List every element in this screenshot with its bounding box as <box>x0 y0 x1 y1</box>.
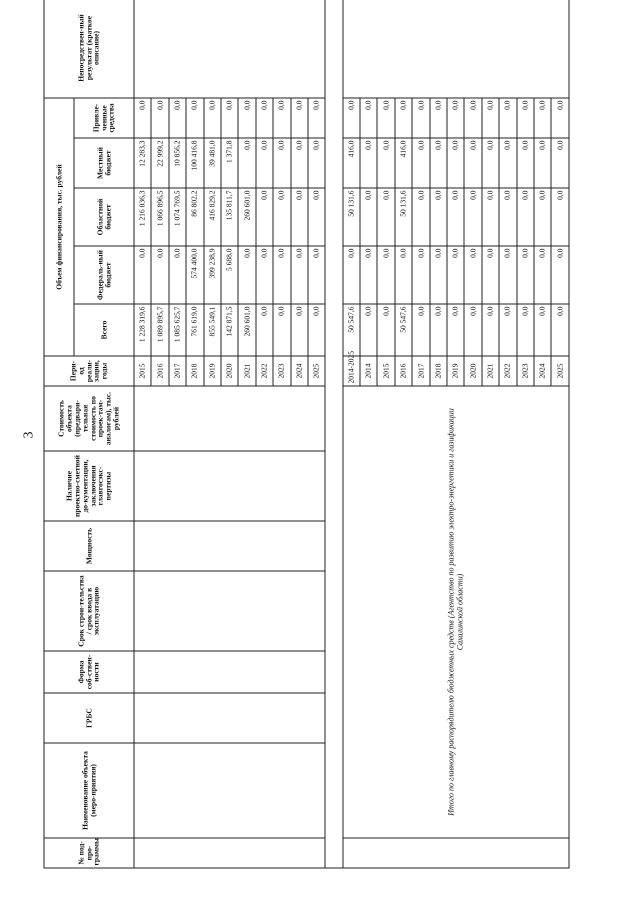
attracted-cell: 0,0 <box>517 98 534 138</box>
total-cell: 142 871,5 <box>221 304 238 356</box>
total-cell: 855 549,1 <box>204 304 221 356</box>
federal-cell: 0,0 <box>291 246 308 304</box>
total-cell: 1 085 625,7 <box>169 304 186 356</box>
attracted-cell: 0,0 <box>499 98 516 138</box>
regional-cell: 50 131,6 <box>343 188 360 246</box>
federal-cell: 0,0 <box>169 246 186 304</box>
header-name: Наименование объекта (меро-приятия) <box>44 743 134 838</box>
federal-cell: 0,0 <box>134 246 151 304</box>
attracted-cell: 0,0 <box>221 98 238 138</box>
regional-cell: 1 216 036,3 <box>134 188 151 246</box>
federal-cell: 0,0 <box>395 246 412 304</box>
header-period: Пери-од реали-зации, годы <box>44 356 134 386</box>
total-cell: 260 601,0 <box>238 304 255 356</box>
federal-cell: 5 688,0 <box>221 246 238 304</box>
attracted-cell: 0,0 <box>238 98 255 138</box>
year-cell: 2021 <box>482 356 499 386</box>
year-cell: 2014 <box>360 356 377 386</box>
local-cell: 0,0 <box>412 138 429 188</box>
year-cell: 2020 <box>464 356 481 386</box>
regional-cell: 135 811,7 <box>221 188 238 246</box>
attracted-cell: 0,0 <box>273 98 290 138</box>
local-cell: 0,0 <box>517 138 534 188</box>
total-cell: 0,0 <box>464 304 481 356</box>
term-cell <box>134 571 325 651</box>
attracted-cell: 0,0 <box>151 98 168 138</box>
header-result: Непосредствен-ный результат (краткое описание) <box>44 0 134 98</box>
federal-cell: 0,0 <box>464 246 481 304</box>
local-cell: 0,0 <box>308 138 325 188</box>
total-cell: 0,0 <box>256 304 273 356</box>
local-cell: 0,0 <box>499 138 516 188</box>
local-cell: 100 416,8 <box>186 138 203 188</box>
year-cell: 2016 <box>395 356 412 386</box>
federal-cell: 399 238,9 <box>204 246 221 304</box>
federal-cell: 0,0 <box>256 246 273 304</box>
local-cell: 0,0 <box>360 138 377 188</box>
local-cell: 416,0 <box>395 138 412 188</box>
total-cell: 0,0 <box>430 304 447 356</box>
total-cell: 50 547,6 <box>343 304 360 356</box>
regional-cell: 260 601,0 <box>238 188 255 246</box>
header-total: Всего <box>74 304 134 356</box>
header-capacity: Мощность <box>44 521 134 571</box>
federal-cell: 0,0 <box>447 246 464 304</box>
regional-cell: 0,0 <box>360 188 377 246</box>
regional-cell: 416 829,2 <box>204 188 221 246</box>
grbs-cell <box>134 693 325 743</box>
federal-cell: 0,0 <box>151 246 168 304</box>
section-total-label: Итого по главному распорядителю бюджетных средств (Агентство по развитию электро-энергетики и газификации Сахалинской области) <box>446 408 465 816</box>
year-cell: 2018 <box>430 356 447 386</box>
regional-cell: 0,0 <box>482 188 499 246</box>
attracted-cell: 0,0 <box>360 98 377 138</box>
attracted-cell: 0,0 <box>551 98 568 138</box>
header-grbs: ГРБС <box>44 693 134 743</box>
year-cell: 2016 <box>151 356 168 386</box>
attracted-cell: 0,0 <box>395 98 412 138</box>
total-cell: 0,0 <box>360 304 377 356</box>
total-cell: 0,0 <box>412 304 429 356</box>
federal-cell: 0,0 <box>377 246 394 304</box>
header-num: № под-про-граммы <box>44 838 134 868</box>
header-attracted: Привле-ченные средства <box>74 98 134 138</box>
regional-cell: 0,0 <box>517 188 534 246</box>
attracted-cell: 0,0 <box>169 98 186 138</box>
total-cell: 0,0 <box>447 304 464 356</box>
regional-cell: 0,0 <box>499 188 516 246</box>
result-cell <box>343 0 569 98</box>
total-cell: 0,0 <box>273 304 290 356</box>
attracted-cell: 0,0 <box>308 98 325 138</box>
docs-cell <box>134 451 325 521</box>
attracted-cell: 0,0 <box>256 98 273 138</box>
federal-cell: 0,0 <box>551 246 568 304</box>
local-cell: 0,0 <box>447 138 464 188</box>
header-federal: Федераль-ный бюджет <box>74 246 134 304</box>
total-cell: 1 228 319,6 <box>134 304 151 356</box>
total-cell: 0,0 <box>534 304 551 356</box>
attracted-cell: 0,0 <box>204 98 221 138</box>
attracted-cell: 0,0 <box>377 98 394 138</box>
regional-cell: 86 802,2 <box>186 188 203 246</box>
name-cell <box>343 386 569 838</box>
year-cell: 2019 <box>204 356 221 386</box>
federal-cell: 0,0 <box>499 246 516 304</box>
regional-cell: 0,0 <box>273 188 290 246</box>
year-cell: 2022 <box>499 356 516 386</box>
local-cell: 416,0 <box>343 138 360 188</box>
num-cell <box>343 838 569 868</box>
year-cell: 2017 <box>412 356 429 386</box>
header-ownership: Форма соб-ствен-ности <box>44 651 134 693</box>
total-cell: 0,0 <box>291 304 308 356</box>
page-number: 3 <box>21 431 37 439</box>
local-cell: 0,0 <box>534 138 551 188</box>
regional-cell: 0,0 <box>430 188 447 246</box>
local-cell: 1 371,8 <box>221 138 238 188</box>
regional-cell: 0,0 <box>551 188 568 246</box>
federal-cell: 0,0 <box>238 246 255 304</box>
attracted-cell: 0,0 <box>343 98 360 138</box>
total-cell: 761 619,0 <box>186 304 203 356</box>
section-separator <box>325 0 342 868</box>
attracted-cell: 0,0 <box>430 98 447 138</box>
year-cell: 2021 <box>238 356 255 386</box>
local-cell: 0,0 <box>291 138 308 188</box>
total-cell: 0,0 <box>377 304 394 356</box>
header-funding-group: Объем финансирования, тыс. рублей <box>44 98 74 356</box>
year-cell: 2020 <box>221 356 238 386</box>
total-cell: 50 547,6 <box>395 304 412 356</box>
year-cell: 2015 <box>134 356 151 386</box>
federal-cell: 0,0 <box>308 246 325 304</box>
regional-cell: 0,0 <box>256 188 273 246</box>
total-cell: 0,0 <box>482 304 499 356</box>
year-cell: 2015 <box>377 356 394 386</box>
capacity-cell <box>134 521 325 571</box>
header-term: Срок строи-тельства / срок ввода в эксплуатацию <box>44 571 134 651</box>
year-cell: 2024 <box>291 356 308 386</box>
local-cell: 39 481,0 <box>204 138 221 188</box>
federal-cell: 574 400,0 <box>186 246 203 304</box>
table-body <box>134 0 569 868</box>
table-row <box>343 0 360 868</box>
attracted-cell: 0,0 <box>447 98 464 138</box>
total-cell: 1 089 895,7 <box>151 304 168 356</box>
regional-cell: 0,0 <box>447 188 464 246</box>
table-row <box>134 0 151 868</box>
attracted-cell: 0,0 <box>291 98 308 138</box>
local-cell: 22 999,2 <box>151 138 168 188</box>
federal-cell: 0,0 <box>517 246 534 304</box>
local-cell: 0,0 <box>238 138 255 188</box>
federal-cell: 0,0 <box>412 246 429 304</box>
header-docs: Наличие проектно-сметной до-кументации, заключения главгосэкс-пертизы <box>44 451 134 521</box>
total-cell: 0,0 <box>499 304 516 356</box>
header-cost: Стоимость объекта (предвари-тельная стоимость по проек-там-аналогам), тыс. рублей <box>44 386 134 451</box>
year-cell: 2022 <box>256 356 273 386</box>
total-cell: 0,0 <box>308 304 325 356</box>
table-header <box>44 0 134 868</box>
local-cell: 12 283,3 <box>134 138 151 188</box>
year-cell: 2023 <box>517 356 534 386</box>
year-cell: 2024 <box>534 356 551 386</box>
regional-cell: 0,0 <box>464 188 481 246</box>
local-cell: 0,0 <box>482 138 499 188</box>
federal-cell: 0,0 <box>273 246 290 304</box>
federal-cell: 0,0 <box>482 246 499 304</box>
year-cell: 2017 <box>169 356 186 386</box>
attracted-cell: 0,0 <box>464 98 481 138</box>
total-cell: 0,0 <box>517 304 534 356</box>
regional-cell: 0,0 <box>291 188 308 246</box>
regional-cell: 1 066 896,5 <box>151 188 168 246</box>
regional-cell: 0,0 <box>412 188 429 246</box>
local-cell: 0,0 <box>256 138 273 188</box>
year-cell: 2023 <box>273 356 290 386</box>
year-cell: 2025 <box>308 356 325 386</box>
total-cell: 0,0 <box>551 304 568 356</box>
header-local: Местный бюджет <box>74 138 134 188</box>
local-cell: 0,0 <box>273 138 290 188</box>
attracted-cell: 0,0 <box>482 98 499 138</box>
num-cell <box>134 838 325 868</box>
cost-cell <box>134 386 325 451</box>
header-regional: Областной бюджет <box>74 188 134 246</box>
year-cell: 2019 <box>447 356 464 386</box>
attracted-cell: 0,0 <box>412 98 429 138</box>
name-cell <box>134 743 325 838</box>
local-cell: 0,0 <box>377 138 394 188</box>
federal-cell: 0,0 <box>430 246 447 304</box>
regional-cell: 1 074 769,5 <box>169 188 186 246</box>
federal-cell: 0,0 <box>534 246 551 304</box>
ownership-cell <box>134 651 325 693</box>
regional-cell: 0,0 <box>308 188 325 246</box>
regional-cell: 50 131,6 <box>395 188 412 246</box>
federal-cell: 0,0 <box>360 246 377 304</box>
regional-cell: 0,0 <box>377 188 394 246</box>
local-cell: 0,0 <box>551 138 568 188</box>
financing-table <box>44 0 570 869</box>
local-cell: 0,0 <box>430 138 447 188</box>
rotated-page <box>22 0 609 869</box>
local-cell: 0,0 <box>464 138 481 188</box>
year-cell: 2014-2025 <box>343 356 360 386</box>
year-cell: 2025 <box>551 356 568 386</box>
attracted-cell: 0,0 <box>134 98 151 138</box>
year-cell: 2018 <box>186 356 203 386</box>
federal-cell: 0,0 <box>343 246 360 304</box>
result-cell <box>134 0 325 98</box>
attracted-cell: 0,0 <box>186 98 203 138</box>
local-cell: 10 856,2 <box>169 138 186 188</box>
regional-cell: 0,0 <box>534 188 551 246</box>
separator-cell <box>325 0 342 868</box>
attracted-cell: 0,0 <box>534 98 551 138</box>
